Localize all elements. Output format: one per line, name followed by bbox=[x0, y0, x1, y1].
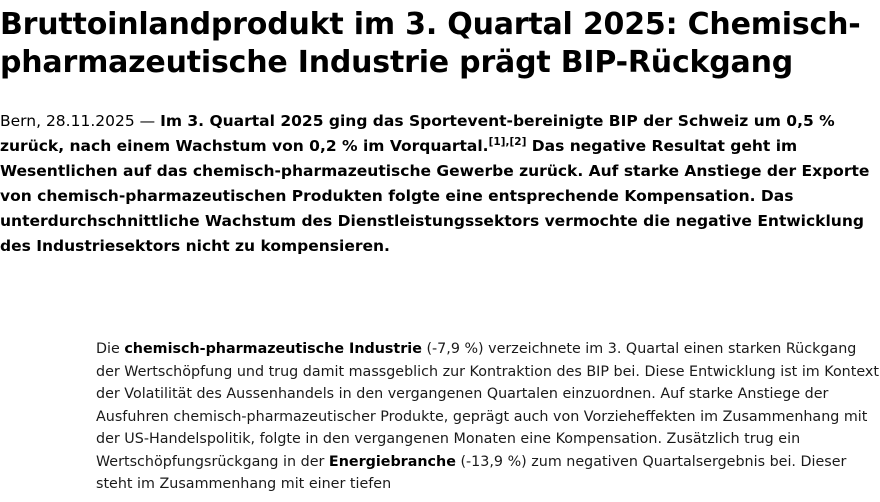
footnote-references bbox=[489, 136, 527, 148]
term-energiebranche: Energiebranche bbox=[328, 453, 456, 470]
body-text-c: (-7,9 %) verzeichnete im 3. Quartal einen starken Rückgang der Wertschöpfung und trug damit massgeblich zur Kontraktion des BIP bei. Diese Entwicklung ist im Kontext der Volatilität des Aussenhandels in den vergangenen Quartalen einzuordnen. Auf starke Anstiege der Ausfuhren chemisch-pharmazeutischer Produkte, geprägt auch von Vorzieheffekten im Zusammenhang mit der US-Handelspolitik, folgte in den vergangenen Monaten eine Kompensation. Zusätzlich trug ein Wertschöpfungsrückgang in der bbox=[96, 341, 879, 470]
body-text-a: Die bbox=[96, 341, 125, 357]
lead-paragraph bbox=[0, 83, 880, 260]
footnote-separator: , bbox=[505, 135, 510, 148]
body-paragraph-1 bbox=[96, 338, 880, 496]
body-text-e: (-13,9 %) zum negativen Quartalsergebnis bei. Dieser steht im Zusammenhang mit einer tiefen bbox=[96, 453, 847, 493]
footnote-link-2[interactable]: [2] bbox=[509, 135, 527, 148]
term-chemisch-pharmazeutische-industrie: chemisch-pharmazeutische Industrie bbox=[124, 341, 422, 357]
article-body bbox=[96, 338, 880, 496]
lead-text-part-one: Im 3. Quartal 2025 ging das Sportevent-bereinigte BIP der Schweiz um 0,5 % zurück, nach einem Wachstum von 0,2 % im Vorquartal. bbox=[0, 111, 835, 155]
footnote-link-1[interactable]: [1] bbox=[488, 135, 506, 148]
lead-text-part-two: Das negative Resultat geht im Wesentlichen auf das chemisch-pharmazeutische Gewerbe zurück. Auf starke Anstiege der Exporte von chemisch-pharmazeutischen Produkten folgte eine entsprechende Kompensation. Das unterdurchschnittliche Wachstum des Dienstleistungssektors vermochte die negative Entwicklung des Industriesektors nicht zu kompensieren. bbox=[0, 136, 870, 256]
dateline: Bern, 28.11.2025 — bbox=[0, 111, 161, 130]
page-title: Bruttoinlandprodukt im 3. Quartal 2025: Chemisch-pharmazeutische Industrie prägt BIP-Rückgang bbox=[0, 7, 861, 81]
